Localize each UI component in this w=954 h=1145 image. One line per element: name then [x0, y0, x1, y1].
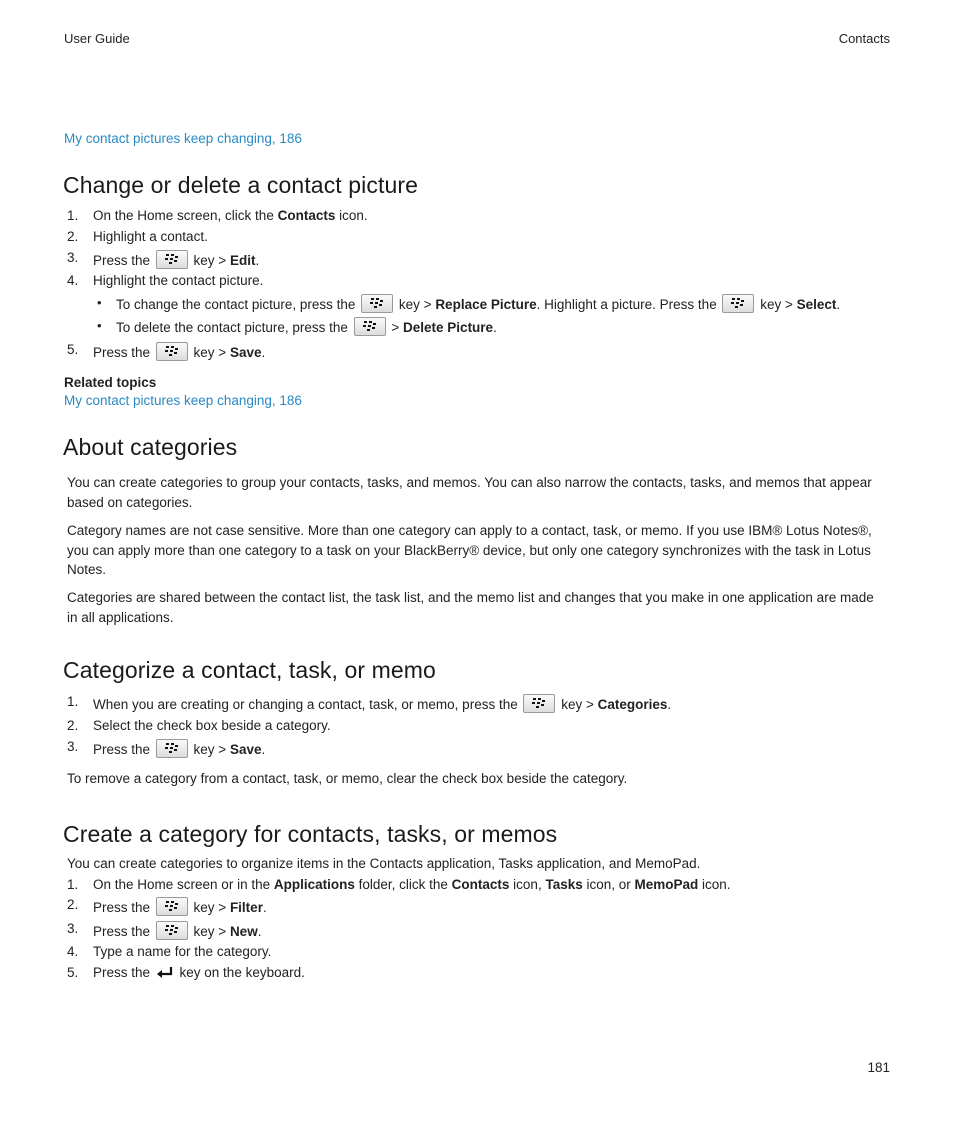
step-text: Highlight the contact picture. [93, 273, 264, 288]
section-title-categorize: Categorize a contact, task, or memo [63, 657, 436, 683]
blackberry-menu-key-icon [354, 317, 386, 336]
blackberry-menu-key-icon [361, 294, 393, 313]
blackberry-menu-key-icon [156, 342, 188, 361]
step-number: 4. [67, 273, 79, 288]
step-text: Press the key on the keyboard. [93, 964, 305, 985]
step-text: Press the key > Filter. [93, 897, 267, 917]
blackberry-menu-key-icon [156, 739, 188, 758]
bullet-text: To delete the contact picture, press the > Delete Picture. [116, 317, 497, 337]
step-text: On the Home screen, click the Contacts icon. [93, 208, 368, 223]
step-number: 2. [67, 229, 79, 244]
step-number: 2. [67, 897, 79, 912]
step-number: 1. [67, 694, 79, 709]
step-number: 3. [67, 921, 79, 936]
header-left: User Guide [64, 31, 130, 46]
blackberry-menu-key-icon [523, 694, 555, 713]
paragraph: To remove a category from a contact, task, or memo, clear the check box beside the category. [67, 771, 628, 786]
top-related-link[interactable]: My contact pictures keep changing, 186 [64, 131, 302, 146]
enter-key-icon [156, 966, 174, 985]
blackberry-menu-key-icon [156, 250, 188, 269]
step-text: Press the key > Save. [93, 342, 265, 362]
header-right: Contacts [838, 31, 890, 46]
step-number: 3. [67, 250, 79, 265]
step-number: 2. [67, 718, 79, 733]
paragraph: You can create categories to organize items in the Contacts application, Tasks application, and MemoPad. [67, 856, 701, 871]
section-title-change-picture: Change or delete a contact picture [63, 172, 419, 198]
related-topics-label: Related topics [64, 375, 157, 390]
step-text: Highlight a contact. [93, 229, 208, 244]
paragraph: You can create categories to group your contacts, tasks, and memos. You can also narrow the contacts, tasks, and memos that appear based on categories. [67, 475, 872, 510]
step-number: 1. [67, 877, 79, 892]
section-title-about-categories: About categories [63, 434, 238, 460]
step-text: Select the check box beside a category. [93, 718, 331, 733]
bullet-text: To change the contact picture, press the key > Replace Picture. Highlight a picture. Press the key > Select. [116, 294, 840, 314]
page-number: 181 [867, 1060, 890, 1075]
blackberry-menu-key-icon [156, 921, 188, 940]
bullet-icon: • [97, 318, 102, 333]
step-text: When you are creating or changing a contact, task, or memo, press the key > Categories. [93, 694, 671, 714]
section-title-create-category: Create a category for contacts, tasks, or memos [63, 821, 558, 847]
bullet-icon: • [97, 295, 102, 310]
step-text: Press the key > Save. [93, 739, 265, 759]
step-text: Type a name for the category. [93, 944, 272, 959]
step-number: 4. [67, 944, 79, 959]
blackberry-menu-key-icon [156, 897, 188, 916]
step-text: On the Home screen or in the Applications folder, click the Contacts icon, Tasks icon, or MemoPad icon. [93, 877, 731, 892]
step-text: Press the key > Edit. [93, 250, 259, 270]
step-text: Press the key > New. [93, 921, 261, 941]
step-number: 5. [67, 342, 79, 357]
step-number: 5. [67, 965, 79, 980]
step-number: 1. [67, 208, 79, 223]
blackberry-menu-key-icon [722, 294, 754, 313]
step-number: 3. [67, 739, 79, 754]
paragraph: Categories are shared between the contact list, the task list, and the memo list and changes that you make in one application are made in all applications. [67, 590, 874, 625]
related-topic-link[interactable]: My contact pictures keep changing, 186 [64, 393, 302, 408]
paragraph: Category names are not case sensitive. More than one category can apply to a contact, task, or memo. If you use IBM® Lotus Notes®, you can apply more than one category to a task on your BlackBerry® device, but only one category synchronizes with the task in Lotus Notes. [67, 523, 872, 577]
